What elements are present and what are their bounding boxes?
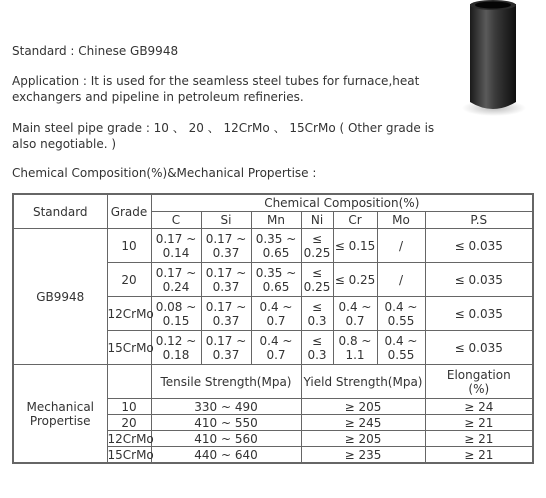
mech-header-row [13, 365, 533, 399]
ni-cell: ≤ 0.3 [301, 297, 333, 331]
c-cell: 0.17 ~ 0.24 [151, 263, 201, 297]
yield-cell: ≥ 205 [301, 399, 425, 415]
elongation-cell: ≥ 21 [425, 415, 533, 431]
mn-cell: 0.4 ~ 0.7 [251, 297, 301, 331]
cr-cell: ≤ 0.15 [333, 229, 377, 263]
tensile-cell: 330 ~ 490 [151, 399, 301, 415]
elongation-cell: ≥ 24 [425, 399, 533, 415]
header-tensile-strength: Tensile Strength(Mpa) [151, 365, 301, 399]
ni-cell: ≤ 0.25 [301, 229, 333, 263]
cr-cell: 0.8 ~ 1.1 [333, 331, 377, 365]
grade-cell: 15CrMo [107, 447, 154, 462]
mechanical-propertise-cell: Mechanical Propertise [13, 365, 107, 464]
grade-cell: 20 [107, 415, 151, 431]
mo-cell: / [377, 229, 425, 263]
mo-cell: 0.4 ~ 0.55 [377, 331, 425, 365]
tensile-cell: 440 ~ 640 [151, 447, 301, 464]
grade-cell: 12CrMo [107, 297, 151, 331]
header-element: Mn [251, 212, 301, 229]
grade-cell: 10 [107, 229, 151, 263]
steel-pipe-image [458, 0, 528, 118]
header-standard: Standard [13, 194, 107, 229]
main-grade-paragraph: Main steel pipe grade : 10 、 20 、 12CrMo 、 15CrMo ( Other grade is also negotiable. ) [12, 121, 435, 151]
mn-cell: 0.35 ~ 0.65 [251, 229, 301, 263]
header-element: C [151, 212, 201, 229]
ps-cell: ≤ 0.035 [425, 297, 533, 331]
mo-cell: / [377, 263, 425, 297]
spec-table [12, 193, 534, 464]
cr-cell: 0.4 ~ 0.7 [333, 297, 377, 331]
header-yield-strength: Yield Strength(Mpa) [301, 365, 425, 399]
c-cell: 0.17 ~ 0.14 [151, 229, 201, 263]
tensile-cell: 410 ~ 550 [151, 415, 301, 431]
header-chemical-composition: Chemical Composition(%) [151, 194, 533, 212]
mn-cell: 0.4 ~ 0.7 [251, 331, 301, 365]
header-element: Si [201, 212, 251, 229]
si-cell: 0.17 ~ 0.37 [201, 297, 251, 331]
header-element: P.S [425, 212, 533, 229]
mo-cell: 0.4 ~ 0.55 [377, 297, 425, 331]
si-cell: 0.17 ~ 0.37 [201, 263, 251, 297]
si-cell: 0.17 ~ 0.37 [201, 331, 251, 365]
header-element: Ni [301, 212, 333, 229]
yield-cell: ≥ 245 [301, 415, 425, 431]
c-cell: 0.08 ~ 0.15 [151, 297, 201, 331]
header-elongation: Elongation (%) [425, 365, 533, 399]
chem-row-10 [13, 229, 533, 263]
grade-cell: 10 [107, 399, 151, 415]
c-cell: 0.12 ~ 0.18 [151, 331, 201, 365]
grade-cell: 12CrMo [107, 431, 154, 446]
grade-cell: 20 [107, 263, 151, 297]
standard-line: Standard : Chinese GB9948 [12, 44, 179, 58]
yield-cell: ≥ 235 [301, 447, 425, 464]
elongation-cell: ≥ 21 [425, 431, 533, 447]
tensile-cell: 410 ~ 560 [151, 431, 301, 447]
standard-gb9948-cell: GB9948 [13, 229, 107, 365]
chemical-composition-heading: Chemical Composition(%)&Mechanical Propertise : [12, 166, 317, 180]
cr-cell: ≤ 0.25 [333, 263, 377, 297]
si-cell: 0.17 ~ 0.37 [201, 229, 251, 263]
elongation-cell: ≥ 21 [425, 447, 533, 464]
yield-cell: ≥ 205 [301, 431, 425, 447]
ni-cell: ≤ 0.25 [301, 263, 333, 297]
header-element: Cr [333, 212, 377, 229]
application-paragraph: Application : It is used for the seamless steel tubes for furnace,heat exchangers and pipeline in petroleum refineries. [12, 74, 420, 104]
header-grade: Grade [107, 194, 151, 229]
ps-cell: ≤ 0.035 [425, 331, 533, 365]
ps-cell: ≤ 0.035 [425, 229, 533, 263]
ps-cell: ≤ 0.035 [425, 263, 533, 297]
header-element: Mo [377, 212, 425, 229]
grade-cell: 15CrMo [107, 331, 151, 365]
ni-cell: ≤ 0.3 [301, 331, 333, 365]
mn-cell: 0.35 ~ 0.65 [251, 263, 301, 297]
